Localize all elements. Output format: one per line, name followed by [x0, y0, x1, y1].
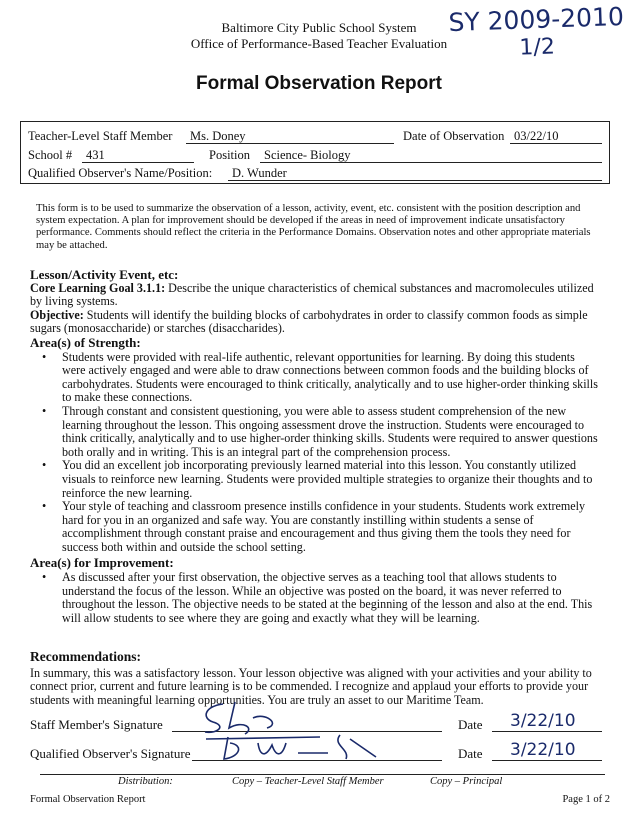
- staff-date-value: 3/22/10: [510, 711, 576, 731]
- staff-date-label: Date: [458, 717, 483, 732]
- observer-signature-row: [30, 740, 610, 765]
- header-line-2: Office of Performance-Based Teacher Evaluation: [190, 36, 448, 51]
- header-line-1: Baltimore City Public School System: [221, 20, 417, 35]
- strengths-list: [30, 351, 600, 555]
- list-item: • As discussed after your first observation, the objective serves as a teaching tool that allows students to understand the focus of the lesson. While an objective was posted on the board, it was never referred to throughout the lesson. The objective needs to be stated at the beginning of the lesson and also at the end. This will allow students to see where they are going and exactly what they will be learning.: [42, 570, 593, 625]
- divider: [40, 774, 605, 775]
- observer-signature-label: Qualified Observer's Signature: [30, 746, 191, 761]
- observer-date-value: 3/22/10: [510, 740, 576, 760]
- page-title: Formal Observation Report: [196, 73, 442, 94]
- objective-text: Students will identify the building blocks of carbohydrates in order to classify common foods as simple sugars (monosaccharide) or starches (disaccharides).: [30, 307, 588, 336]
- observation-content: [30, 268, 600, 627]
- improvement-heading: Area(s) for Improvement:: [30, 555, 174, 571]
- staff-value: Ms. Doney: [186, 129, 394, 144]
- staff-label: Teacher-Level Staff Member: [28, 129, 173, 143]
- date-label: Date of Observation: [403, 129, 505, 143]
- info-row-staff: [28, 129, 602, 145]
- page-fraction-note: 1/2: [518, 34, 555, 61]
- observer-label: Qualified Observer's Name/Position:: [28, 166, 213, 180]
- school-value: 431: [82, 148, 194, 163]
- recommendations-section: [30, 650, 600, 707]
- bullet-icon: •: [42, 570, 47, 585]
- list-item: • You did an excellent job incorporating previously learned material into this lesson. You constantly utilized visuals to reinforce new learning. Students were provided multiple strategies to organize their thoughts and to reinforce the new learning.: [42, 458, 593, 500]
- core-learning-goal: [30, 282, 600, 309]
- observer-date-line: [492, 760, 602, 761]
- strengths-heading: Area(s) of Strength:: [30, 334, 141, 350]
- list-item: • Your style of teaching and classroom presence instills confidence in your students. Students work extremely hard for you in an organized and safe way. You are constantly instilling within students a sense of accomplishment through constant praise and encouragement and thus giving them the tools they need for success both within and outside the school setting.: [42, 499, 586, 554]
- bullet-icon: •: [42, 499, 47, 514]
- position-label: Position: [209, 148, 250, 162]
- distribution-label: Distribution:: [118, 776, 173, 787]
- list-item: • Through constant and consistent questioning, you were able to assess student comprehension of the new learning throughout the lesson. This ongoing assessment drove the instruction. Students were encouraged to think critically, analytically and to use higher-order thinking skills. Students were required to answer questions both orally and in writing. This is an integral part of the comprehension process.: [42, 403, 598, 459]
- distribution-copy-principal: Copy – Principal: [430, 776, 503, 787]
- staff-date-line: [492, 731, 602, 732]
- recommendations-heading: Recommendations:: [30, 649, 141, 664]
- observer-date-label: Date: [458, 746, 483, 761]
- lesson-heading: Lesson/Activity Event, etc:: [30, 267, 179, 282]
- distribution-copy-staff: Copy – Teacher-Level Staff Member: [232, 776, 384, 787]
- info-row-observer: [28, 166, 602, 182]
- document-header: [0, 20, 638, 52]
- school-label: School #: [28, 148, 73, 162]
- form-instructions: This form is to be used to summarize the observation of a lesson, activity, event, etc. consistent with the position description and system expectation. A plan for improvement should be developed if the areas in need of improvement indicate unsatisfactory performance. Comments should reflect the criteria in the Performance Domains. Observation notes and other appropriate materials may be attached.: [36, 203, 591, 251]
- footer-title: Formal Observation Report: [30, 794, 146, 805]
- info-box: [20, 121, 610, 184]
- goal-label: Core Learning Goal 3.1.1:: [30, 280, 166, 295]
- staff-signature-label: Staff Member's Signature: [30, 717, 163, 732]
- page-number: Page 1 of 2: [562, 794, 610, 805]
- goal-text: Describe the unique characteristics of chemical substances and macromolecules utilized by living systems.: [30, 280, 594, 309]
- observer-signature-scribble-icon: [200, 731, 390, 765]
- date-value: 03/22/10: [510, 129, 602, 144]
- school-year-note: SY 2009-2010: [447, 1, 624, 38]
- list-item: • Students were provided with real-life authentic, relevant opportunities for learning. By doing this students were actively engaged and were able to draw connections between common foods and the building blocks of carbohydrates. Students were encouraged to think critically, analytically and to use higher-order thinking skills to make these connections.: [42, 349, 598, 405]
- recommendations-text: In summary, this was a satisfactory lesson. Your lesson objective was aligned with your activities and your ability to connect prior, current and future learning is to be commended. I recognize and applaud your efforts to provide your students with meaningful learning opportunities. You are truly an asset to our Maritime Team.: [30, 665, 592, 707]
- position-value: Science- Biology: [260, 148, 602, 163]
- bullet-icon: •: [42, 349, 47, 364]
- bullet-icon: •: [42, 458, 47, 473]
- observer-value: D. Wunder: [228, 166, 602, 181]
- improvement-list: [30, 571, 600, 625]
- bullet-icon: •: [42, 403, 47, 418]
- objective-label: Objective:: [30, 307, 84, 322]
- objective: [30, 309, 600, 336]
- info-row-school: [28, 148, 602, 164]
